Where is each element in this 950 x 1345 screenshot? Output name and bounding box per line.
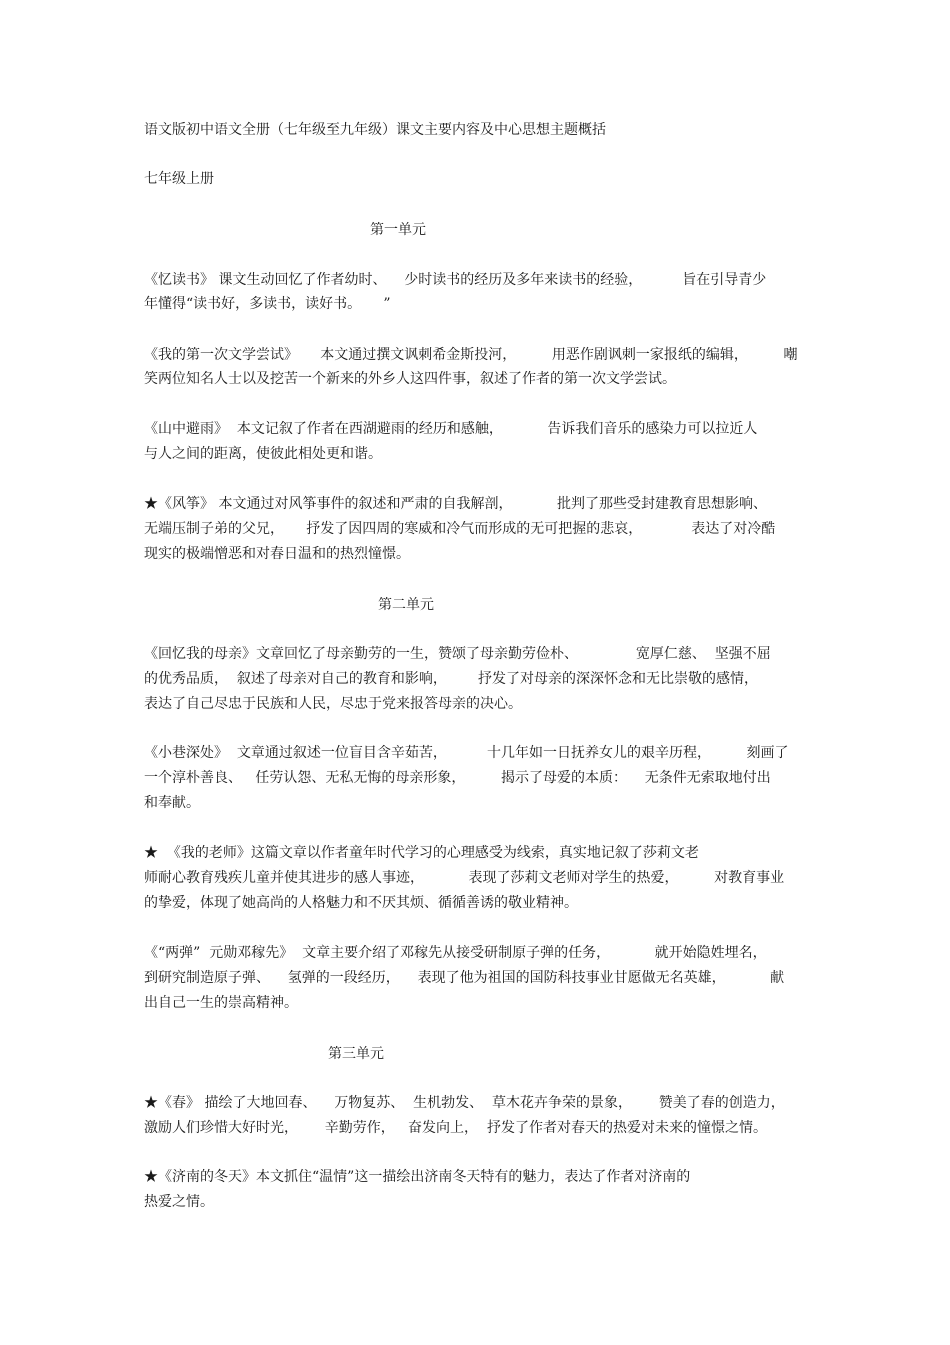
- paragraph-line: 《我的第一次文学尝试》 本文通过撰文讽刺希金斯投河， 用恶作剧讽刺一家报纸的编辑， 嘲: [144, 347, 798, 363]
- unit-heading: 第三单元: [328, 1046, 384, 1062]
- paragraph-line: ★《春》 描绘了大地回春、 万物复苏、 生机勃发、 草木花卉争荣的景象， 赞美了春的创造力，: [144, 1095, 785, 1111]
- paragraph-line: 笑两位知名人士以及挖苦一个新来的外乡人这四件事，叙述了作者的第一次文学尝试。: [144, 371, 676, 387]
- paragraph-line: 的挚爱，体现了她高尚的人格魅力和不厌其烦、循循善诱的敬业精神。: [144, 895, 578, 911]
- paragraph-line: 现实的极端憎恶和对春日温和的热烈憧憬。: [144, 546, 410, 562]
- paragraph-line: 出自己一生的崇高精神。: [144, 995, 298, 1011]
- paragraph-line: ★《风筝》 本文通过对风筝事件的叙述和严肃的自我解剖， 批判了那些受封建教育思想影响、: [144, 496, 767, 512]
- paragraph-line: 一个淳朴善良、 任劳认怨、无私无悔的母亲形象， 揭示了母爱的本质： 无条件无索取地付出: [144, 770, 771, 786]
- paragraph-line: ★ 《我的老师》这篇文章以作者童年时代学习的心理感受为线索，真实地记叙了莎莉文老: [144, 845, 699, 861]
- paragraph-line: 《回忆我的母亲》文章回忆了母亲勤劳的一生，赞颂了母亲勤劳俭朴、 宽厚仁慈、 坚强不屈: [144, 646, 771, 662]
- paragraph-line: 的优秀品质， 叙述了母亲对自己的教育和影响， 抒发了对母亲的深深怀念和无比崇敬的感情，: [144, 671, 759, 687]
- paragraph-line: 激励人们珍惜大好时光， 辛勤劳作， 奋发向上， 抒发了作者对春天的热爱对未来的憧憬之情。: [144, 1120, 767, 1136]
- paragraph-line: 师耐心教育残疾儿童并使其进步的感人事迹， 表现了莎莉文老师对学生的热爱， 对教育事业: [144, 870, 785, 886]
- paragraph-line: 《小巷深处》 文章通过叙述一位盲目含辛茹苦， 十几年如一日抚养女儿的艰辛历程， 刻画了: [144, 745, 789, 761]
- paragraph-line: 《“两弹” 元勋邓稼先》 文章主要介绍了邓稼先从接受研制原子弹的任务， 就开始隐姓埋名，: [144, 945, 767, 961]
- paragraph-line: 《忆读书》 课文生动回忆了作者幼时、 少时读书的经历及多年来读书的经验， 旨在引导青少: [144, 272, 767, 288]
- paragraph-line: 年懂得“读书好，多读书，读好书。 ”: [144, 296, 391, 312]
- paragraph-line: 与人之间的距离，使彼此相处更和谐。: [144, 446, 382, 462]
- paragraph-line: 《山中避雨》 本文记叙了作者在西湖避雨的经历和感触， 告诉我们音乐的感染力可以拉近人: [144, 421, 758, 437]
- unit-heading: 第一单元: [370, 222, 426, 238]
- paragraph-line: 到研究制造原子弹、 氢弹的一段经历， 表现了他为祖国的国防科技事业甘愿做无名英雄， 献: [144, 970, 785, 986]
- grade-heading: 七年级上册: [144, 171, 214, 187]
- unit-heading: 第二单元: [378, 597, 434, 613]
- paragraph-line: 热爱之情。: [144, 1194, 214, 1210]
- paragraph-line: 和奉献。: [144, 795, 200, 811]
- document-title: 语文版初中语文全册（七年级至九年级）课文主要内容及中心思想主题概括: [144, 122, 606, 138]
- paragraph-line: ★《济南的冬天》本文抓住“温情”这一描绘出济南冬天特有的魅力，表达了作者对济南的: [144, 1169, 691, 1185]
- paragraph-line: 无端压制子弟的父兄， 抒发了因四周的寒威和冷气而形成的无可把握的悲哀， 表达了对冷酷: [144, 521, 776, 537]
- paragraph-line: 表达了自己尽忠于民族和人民，尽忠于党来报答母亲的决心。: [144, 696, 522, 712]
